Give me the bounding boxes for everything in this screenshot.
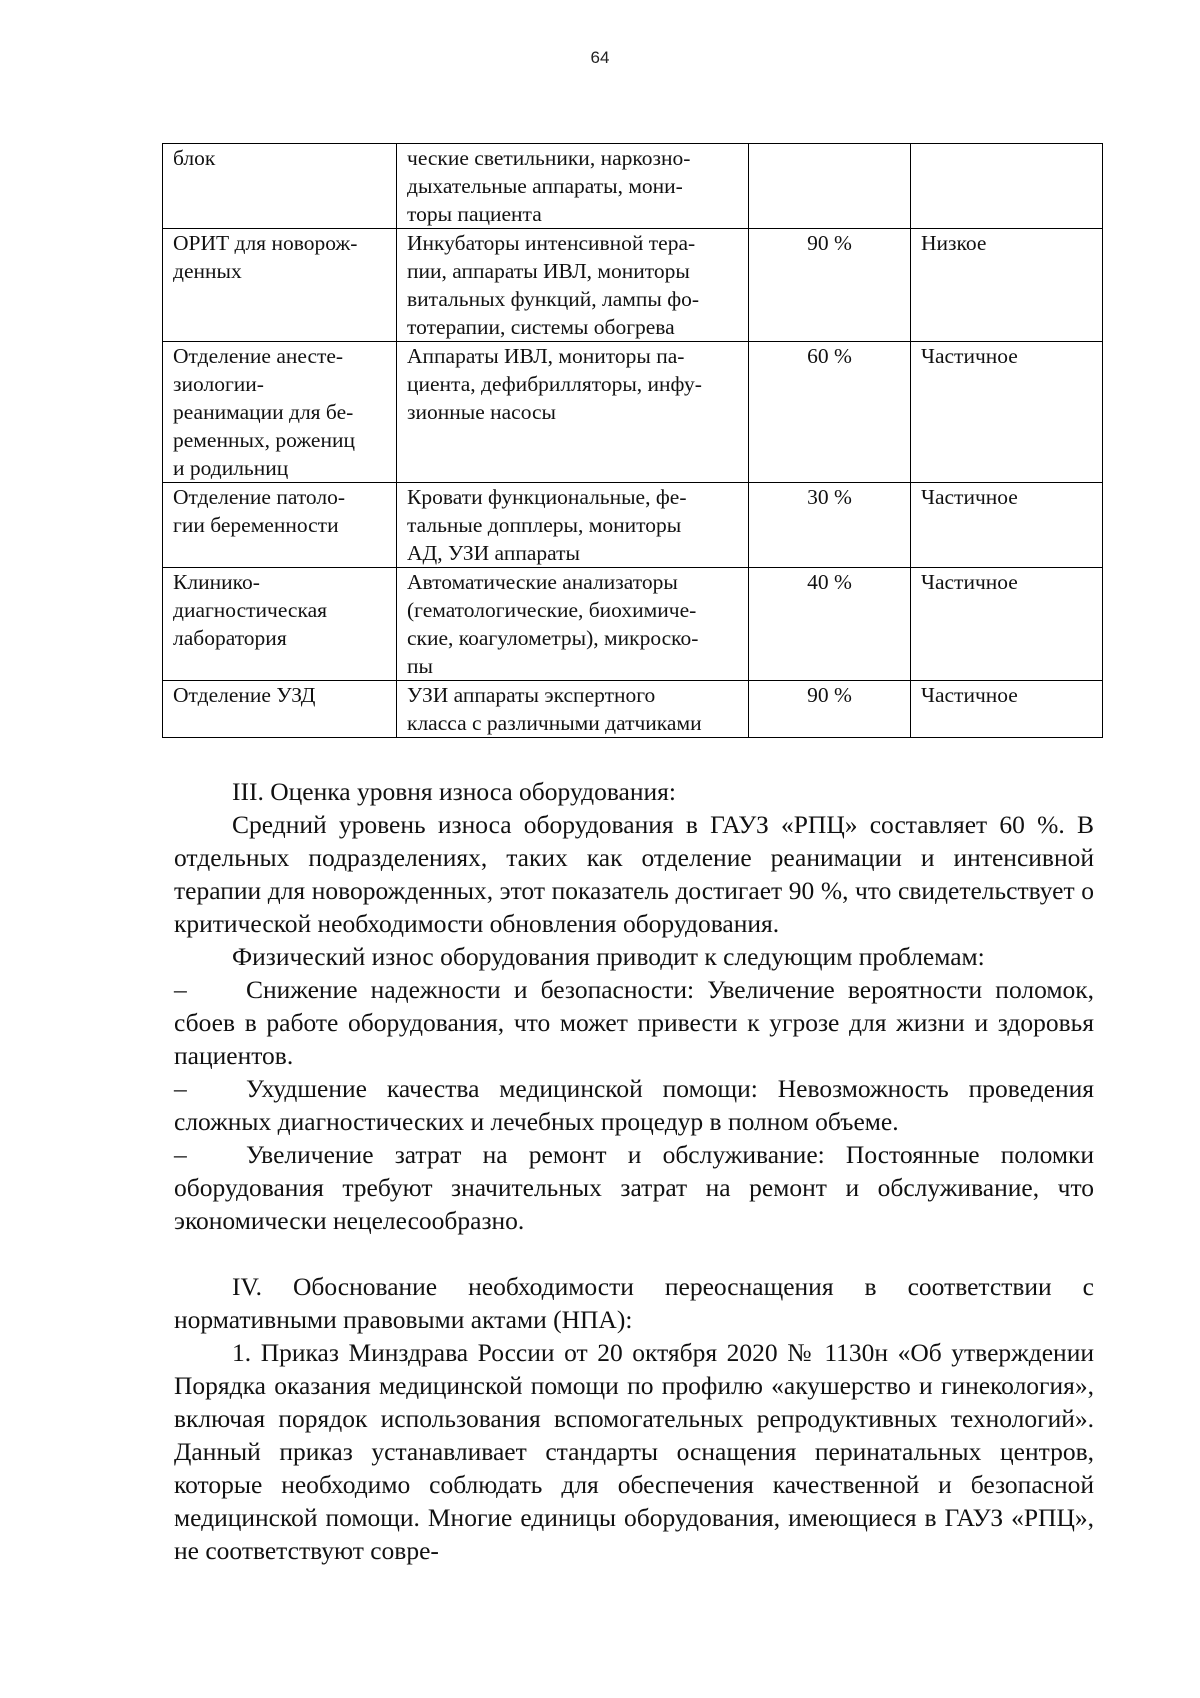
wear-level-cell: 90 %: [749, 229, 911, 342]
equipment-line: торы пациента: [407, 202, 542, 226]
compliance-cell: [911, 144, 1103, 229]
section-3-heading: III. Оценка уровня износа оборудования:: [232, 777, 676, 806]
department-line: Отделение УЗД: [173, 683, 316, 707]
equipment-line: (гематологические, биохимиче-: [407, 598, 697, 622]
wear-level-cell: [749, 144, 911, 229]
problem-list-item: [174, 1138, 1094, 1237]
equipment-cell: [397, 568, 749, 681]
equipment-line: тальные допплеры, мониторы: [407, 513, 682, 537]
page-number: 64: [590, 48, 610, 67]
problem-list-item: [174, 1072, 1094, 1138]
department-line: ОРИТ для новорож-: [173, 231, 358, 255]
department-line: и родильниц: [173, 456, 289, 480]
equipment-line: Инкубаторы интенсивной тера-: [407, 231, 696, 255]
table-row: [163, 568, 1103, 681]
table-row: [163, 144, 1103, 229]
department-line: зиологии-: [173, 372, 264, 396]
department-cell: [163, 144, 397, 229]
table-row: [163, 342, 1103, 483]
compliance-cell: Низкое: [911, 229, 1103, 342]
equipment-line: пы: [407, 654, 433, 678]
equipment-line: ские, коагулометры), микроско-: [407, 626, 699, 650]
equipment-line: Автоматические анализаторы: [407, 570, 678, 594]
equipment-cell: [397, 342, 749, 483]
department-line: Клинико-: [173, 570, 260, 594]
department-line: Отделение анесте-: [173, 344, 344, 368]
wear-level-cell: 60 %: [749, 342, 911, 483]
department-cell: [163, 229, 397, 342]
equipment-cell: [397, 144, 749, 229]
department-line: реанимации для бе-: [173, 400, 354, 424]
document-body: [174, 775, 1094, 1567]
equipment-table-body: [163, 144, 1103, 738]
equipment-line: ческие светильники, наркозно-: [407, 146, 691, 170]
department-line: лаборатория: [173, 626, 287, 650]
department-line: диагностическая: [173, 598, 328, 622]
list-dash: –: [174, 975, 187, 1004]
equipment-line: зионные насосы: [407, 400, 556, 424]
wear-level-cell: 90 %: [749, 681, 911, 738]
compliance-cell: Частичное: [911, 568, 1103, 681]
table-row: [163, 483, 1103, 568]
equipment-line: пии, аппараты ИВЛ, мониторы: [407, 259, 690, 283]
equipment-table: [162, 143, 1103, 738]
department-cell: [163, 483, 397, 568]
department-line: блок: [173, 146, 216, 170]
problem-list-item-text: Ухудшение качества медицинской помощи: Невозможность проведения сложных диагностических и лечебных процедур в полном объеме.: [174, 1074, 1094, 1136]
section-4-heading: IV. Обоснование необходимости переоснащения в соответствии с нормативными правовыми актами (НПА):: [174, 1272, 1094, 1334]
section-3-paragraph-1: Средний уровень износа оборудования в ГАУЗ «РПЦ» составляет 60 %. В отдельных подразделениях, таких как отделение реанимации и интенсивной терапии для новорожденных, этот показатель достигает 90 %, что свидетельствует о критической необходимости обновления оборудования.: [174, 810, 1094, 938]
department-line: гии беременности: [173, 513, 339, 537]
problem-list-item: [174, 973, 1094, 1072]
department-cell: [163, 681, 397, 738]
problem-list-item-text: Снижение надежности и безопасности: Увеличение вероятности поломок, сбоев в работе оборудования, что может привести к угрозе для жизни и здоровья пациентов.: [174, 975, 1094, 1070]
equipment-cell: [397, 483, 749, 568]
list-dash: –: [174, 1140, 187, 1169]
equipment-line: дыхательные аппараты, мони-: [407, 174, 683, 198]
equipment-line: Кровати функциональные, фе-: [407, 485, 687, 509]
equipment-cell: [397, 681, 749, 738]
equipment-line: тотерапии, системы обогрева: [407, 315, 675, 339]
problem-list-item-text: Увеличение затрат на ремонт и обслуживание: Постоянные поломки оборудования требуют значительных затрат на ремонт и обслуживание, что экономически нецелесообразно.: [174, 1140, 1094, 1235]
equipment-line: витальных функций, лампы фо-: [407, 287, 700, 311]
equipment-line: УЗИ аппараты экспертного: [407, 683, 656, 707]
department-line: ременных, рожениц: [173, 428, 355, 452]
section-spacer: [174, 1237, 1094, 1270]
compliance-cell: Частичное: [911, 342, 1103, 483]
department-cell: [163, 342, 397, 483]
department-line: денных: [173, 259, 242, 283]
equipment-line: циента, дефибрилляторы, инфу-: [407, 372, 702, 396]
wear-level-cell: 30 %: [749, 483, 911, 568]
equipment-line: АД, УЗИ аппараты: [407, 541, 580, 565]
wear-level-cell: 40 %: [749, 568, 911, 681]
table-row: [163, 681, 1103, 738]
department-cell: [163, 568, 397, 681]
equipment-cell: [397, 229, 749, 342]
equipment-line: класса с различными датчиками: [407, 711, 702, 735]
department-line: Отделение патоло-: [173, 485, 346, 509]
list-dash: –: [174, 1074, 187, 1103]
compliance-cell: Частичное: [911, 681, 1103, 738]
table-row: [163, 229, 1103, 342]
equipment-line: Аппараты ИВЛ, мониторы па-: [407, 344, 685, 368]
section-4-paragraph-1: 1. Приказ Минздрава России от 20 октября 2020 № 1130н «Об утверждении Порядка оказания медицинской помощи по профилю «акушерство и гинекология», включая порядок использования вспомогательных репродуктивных технологий». Данный приказ устанавливает стандарты оснащения перинатальных центров, которые необходимо соблюдать для обеспечения качественной и безопасной медицинской помощи. Многие единицы оборудования, имеющиеся в ГАУЗ «РПЦ», не соответствуют совре-: [174, 1338, 1094, 1565]
compliance-cell: Частичное: [911, 483, 1103, 568]
section-3-paragraph-2: Физический износ оборудования приводит к следующим проблемам:: [232, 942, 985, 971]
